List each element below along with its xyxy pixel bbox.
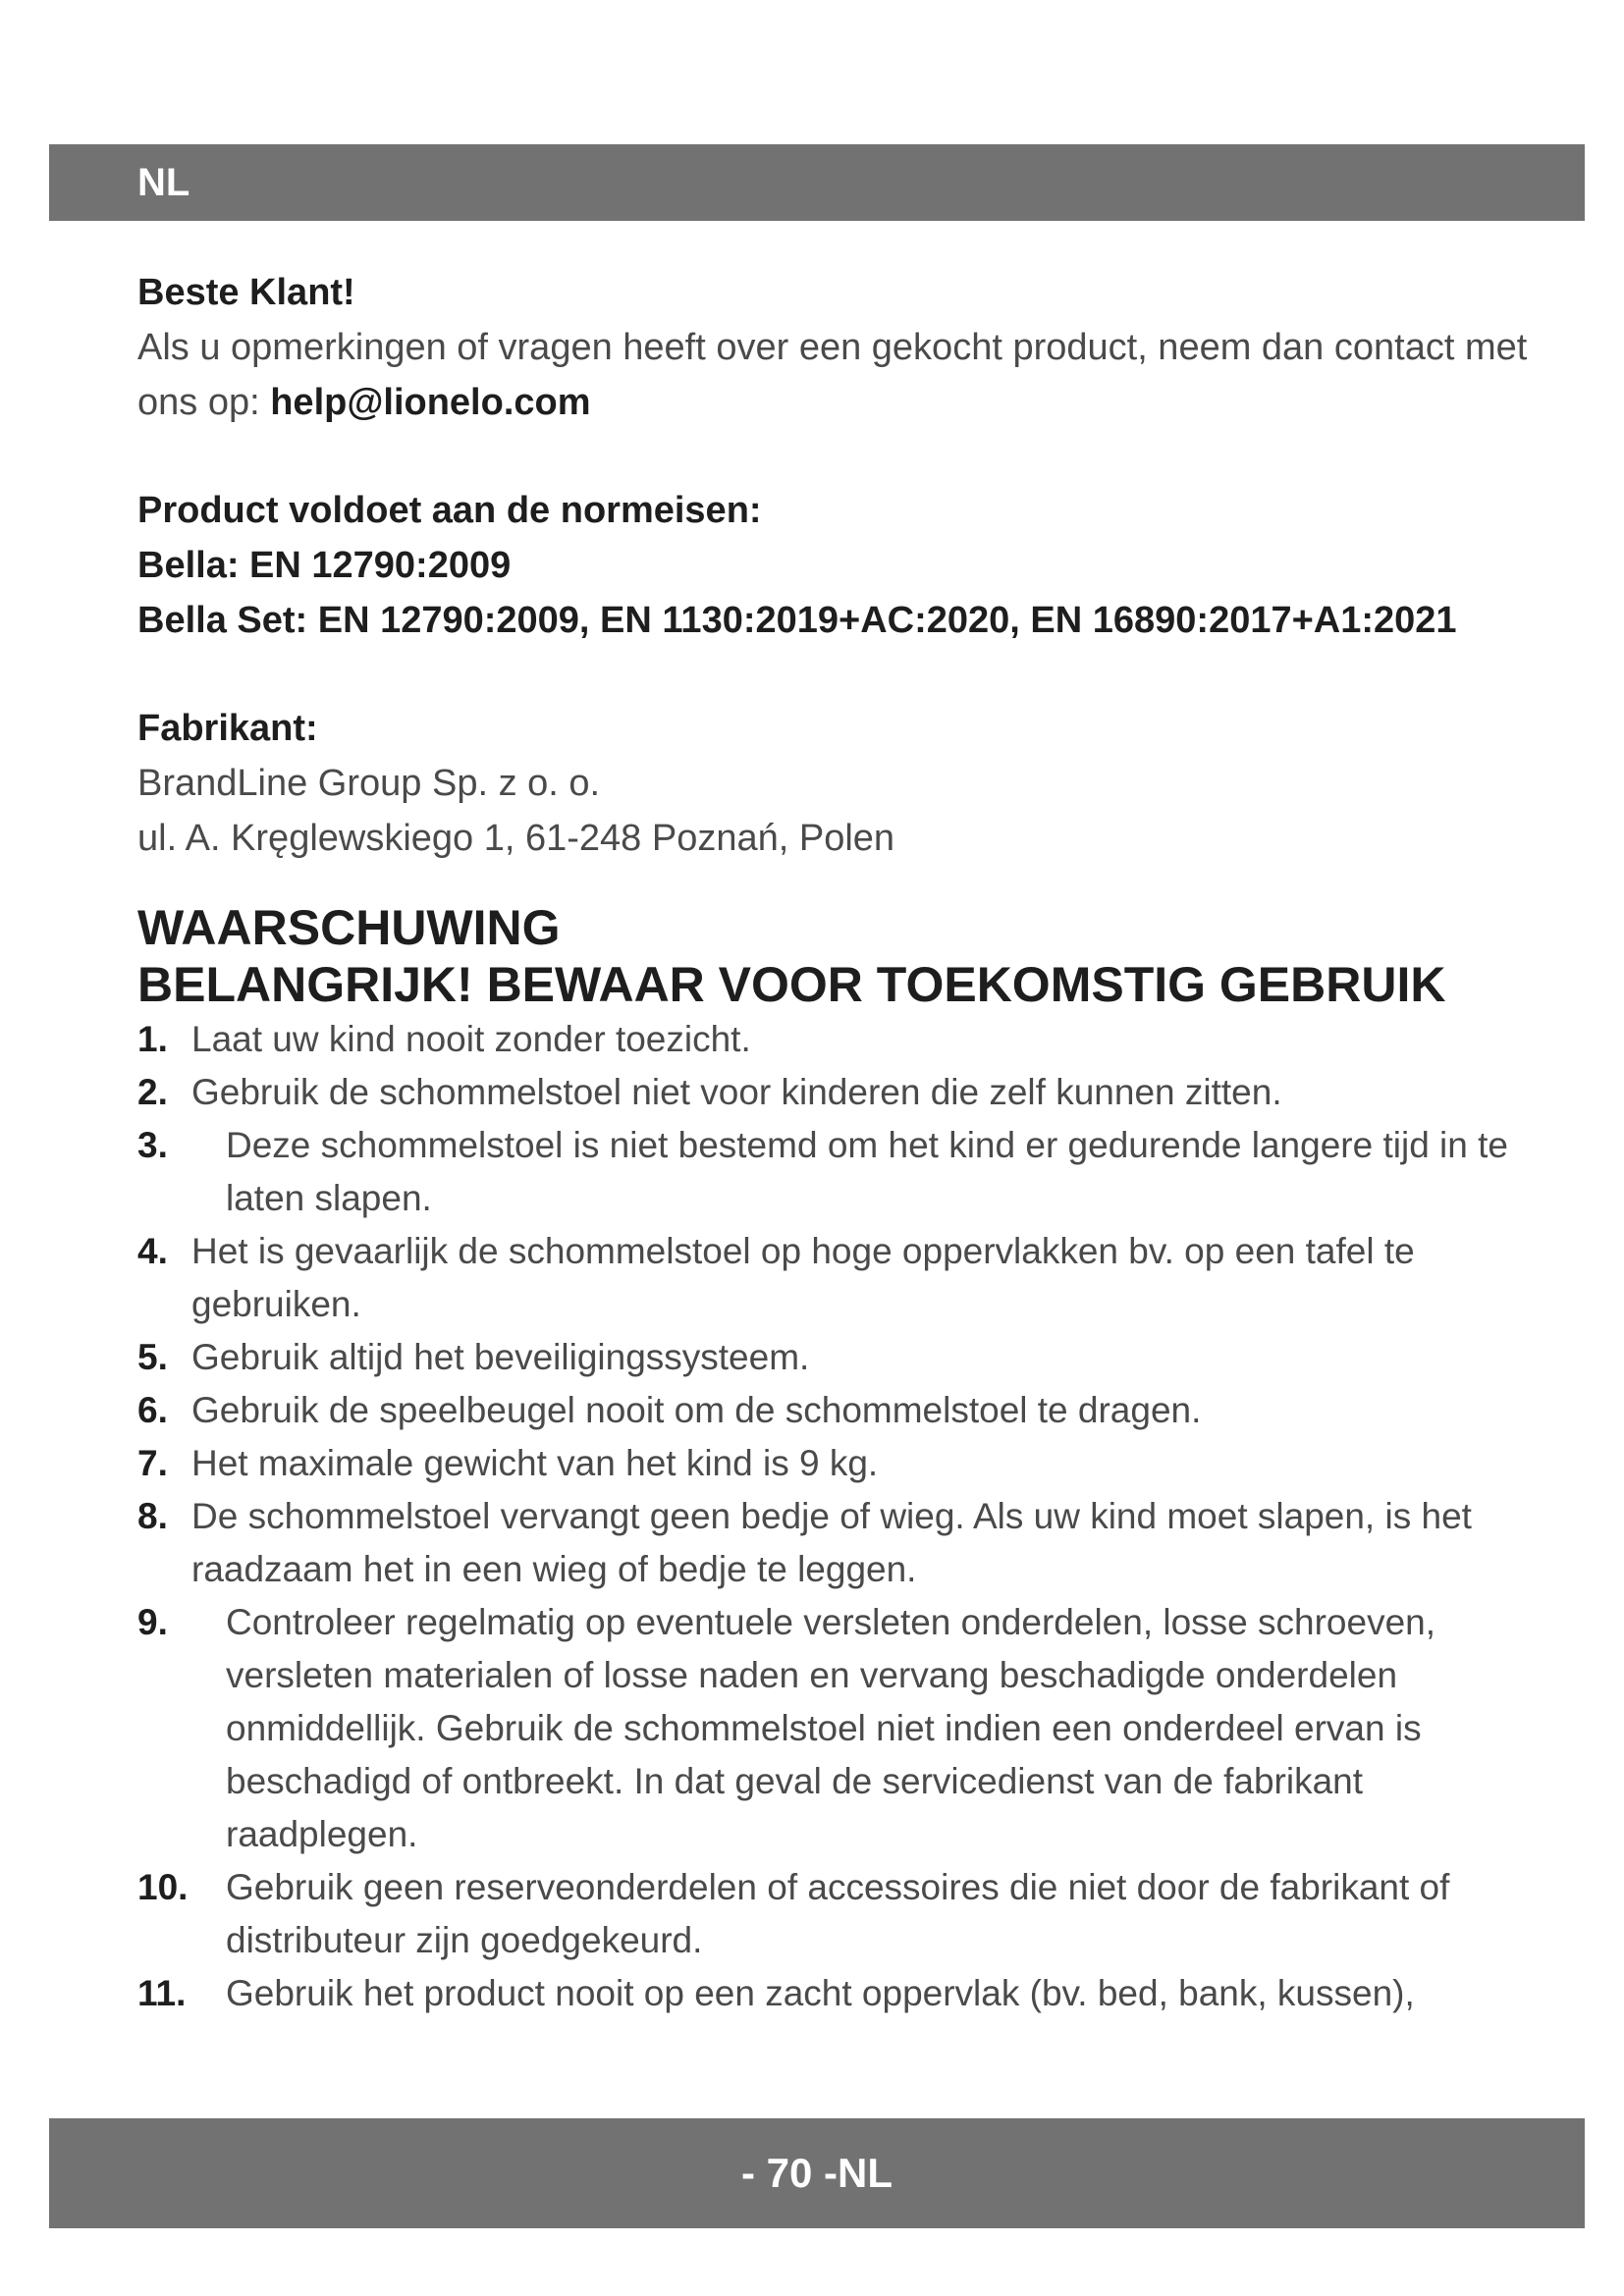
list-item: 10. Gebruik geen reserveonderdelen of accessoires die niet door de fabrikant of distributeur zijn goedgekeurd.: [137, 1867, 1450, 1960]
greeting-body: Als u opmerkingen of vragen heeft over een gekocht product, neem dan contact met ons op:: [137, 327, 1528, 423]
standard-bella: Bella: EN 12790:2009: [137, 545, 512, 586]
warning-list: [137, 1013, 1551, 2020]
list-item: 9. Controleer regelmatig op eventuele versleten onderdelen, losse schroeven, versleten materialen of losse naden en vervang beschadigde onderdelen onmiddellijk. Gebruik de schommelstoel niet indien een onderdeel ervan is beschadigd of ontbreekt. In dat geval de servicedienst van de fabrikant raadplegen.: [137, 1602, 1436, 1854]
contact-email: help@lionelo.com: [270, 382, 591, 423]
manufacturer-address: ul. A. Kręglewskiego 1, 61-248 Poznań, Polen: [137, 818, 895, 859]
list-item: 3. Deze schommelstoel is niet bestemd om het kind er gedurende langere tijd in te laten slapen.: [137, 1125, 1508, 1218]
manufacturer-name: BrandLine Group Sp. z o. o.: [137, 763, 601, 804]
page-number: - 70 -NL: [740, 2150, 893, 2196]
standards-title: Product voldoet aan de normeisen:: [137, 490, 762, 531]
footer-bar: [49, 2118, 1585, 2228]
list-item: 1. Laat uw kind nooit zonder toezicht.: [137, 1019, 751, 1059]
list-item: 8. De schommelstoel vervangt geen bedje of wieg. Als uw kind moet slapen, is het raadzaam het in een wieg of bedje te leggen.: [137, 1496, 1472, 1589]
warning-title: WAARSCHUWING: [137, 900, 561, 955]
list-item: 6. Gebruik de speelbeugel nooit om de schommelstoel te dragen.: [137, 1390, 1202, 1430]
list-item: 4. Het is gevaarlijk de schommelstoel op hoge oppervlakken bv. op een tafel te gebruiken.: [137, 1231, 1415, 1324]
list-item: 11. Gebruik het product nooit op een zacht oppervlak (bv. bed, bank, kussen),: [137, 1973, 1415, 2013]
warning-subtitle: BELANGRIJK! BEWAAR VOOR TOEKOMSTIG GEBRUIK: [137, 957, 1446, 1012]
manufacturer-title: Fabrikant:: [137, 708, 318, 749]
language-label: NL: [137, 161, 190, 204]
greeting-text: [137, 320, 1551, 430]
list-item: 7. Het maximale gewicht van het kind is 9 kg.: [137, 1443, 879, 1483]
header-bar: [49, 144, 1585, 221]
standard-bella-set: Bella Set: EN 12790:2009, EN 1130:2019+AC:2020, EN 16890:2017+A1:2021: [137, 600, 1457, 641]
greeting-title: Beste Klant!: [137, 272, 355, 313]
list-item: 2. Gebruik de schommelstoel niet voor kinderen die zelf kunnen zitten.: [137, 1072, 1282, 1112]
page-content: [137, 265, 1551, 2020]
list-item: 5. Gebruik altijd het beveiligingssysteem.: [137, 1337, 810, 1377]
